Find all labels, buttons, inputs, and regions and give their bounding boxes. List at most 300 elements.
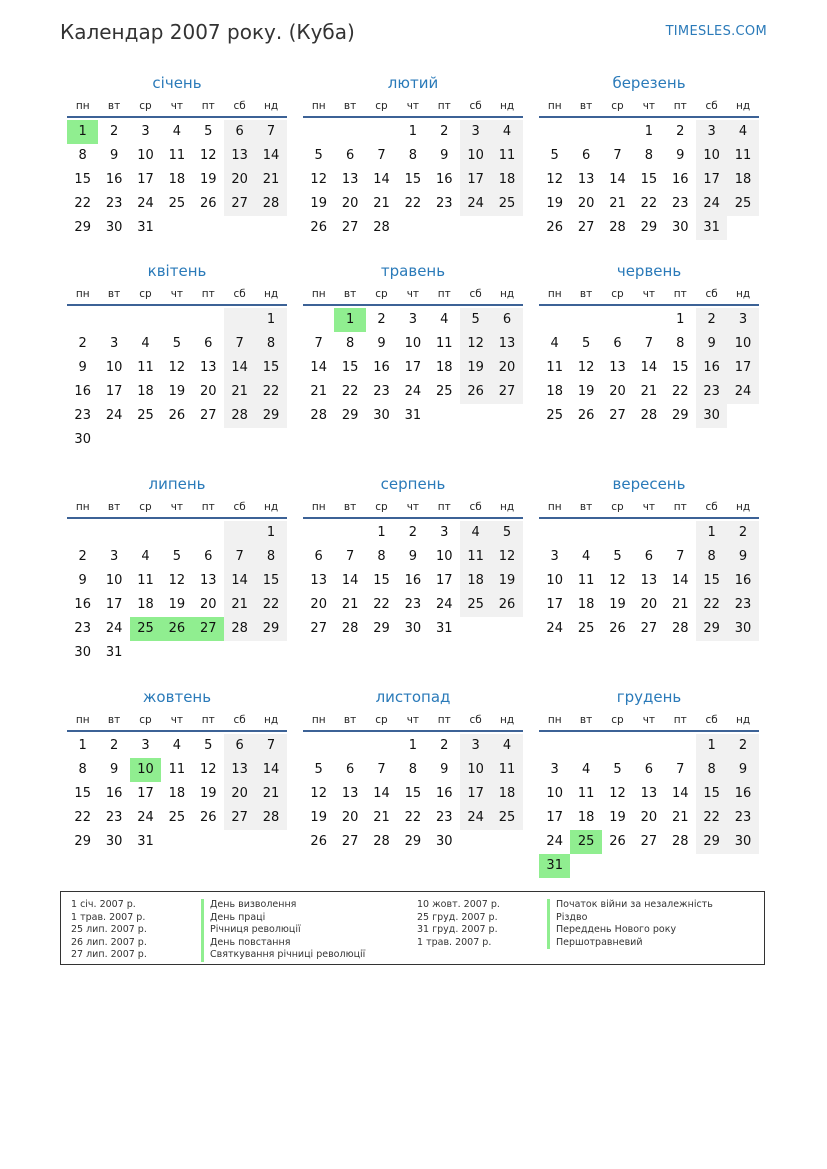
- day-cell[interactable]: 25: [491, 806, 522, 830]
- day-cell[interactable]: 20: [224, 168, 255, 192]
- day-cell[interactable]: 28: [255, 806, 286, 830]
- day-cell[interactable]: 8: [78, 148, 87, 163]
- day-cell[interactable]: 3: [696, 120, 727, 144]
- day-cell[interactable]: 10: [546, 786, 563, 801]
- day-cell[interactable]: 23: [727, 806, 758, 830]
- day-cell[interactable]: 27: [224, 806, 255, 830]
- day-cell[interactable]: 15: [696, 782, 727, 806]
- day-cell[interactable]: 10: [546, 573, 563, 588]
- day-cell[interactable]: 15: [74, 786, 91, 801]
- day-cell[interactable]: 12: [310, 172, 327, 187]
- day-cell[interactable]: 26: [491, 593, 522, 617]
- day-cell[interactable]: 31: [696, 216, 727, 240]
- day-cell[interactable]: 17: [546, 597, 563, 612]
- day-cell[interactable]: 29: [74, 220, 91, 235]
- day-cell[interactable]: 19: [168, 384, 186, 399]
- day-cell[interactable]: 18: [491, 168, 522, 192]
- day-cell[interactable]: 2: [696, 308, 727, 332]
- day-cell[interactable]: 20: [341, 196, 359, 211]
- day-cell[interactable]: 5: [204, 124, 213, 139]
- day-cell[interactable]: 20: [199, 597, 217, 612]
- day-cell[interactable]: 1: [255, 308, 286, 332]
- day-cell[interactable]: 7: [314, 336, 323, 351]
- day-cell[interactable]: 12: [199, 148, 217, 163]
- day-cell[interactable]: 30: [435, 834, 453, 849]
- day-cell[interactable]: 15: [255, 356, 286, 380]
- day-cell[interactable]: 25: [130, 617, 161, 641]
- brand-link[interactable]: TIMESLES.COM: [665, 24, 767, 39]
- day-cell[interactable]: 19: [199, 172, 217, 187]
- day-cell[interactable]: 14: [609, 172, 626, 187]
- day-cell[interactable]: 24: [105, 621, 123, 636]
- day-cell[interactable]: 6: [314, 549, 323, 564]
- day-cell[interactable]: 1: [377, 525, 386, 540]
- day-cell[interactable]: 28: [255, 192, 286, 216]
- day-cell[interactable]: 21: [255, 168, 286, 192]
- day-cell[interactable]: 26: [546, 220, 563, 235]
- day-cell[interactable]: 2: [377, 312, 386, 327]
- day-cell[interactable]: 17: [460, 168, 491, 192]
- day-cell[interactable]: 19: [168, 597, 186, 612]
- day-cell[interactable]: 18: [727, 168, 758, 192]
- day-cell[interactable]: 17: [137, 786, 154, 801]
- day-cell[interactable]: 12: [491, 545, 522, 569]
- day-cell[interactable]: 13: [640, 573, 658, 588]
- day-cell[interactable]: 16: [435, 786, 453, 801]
- day-cell[interactable]: 25: [435, 384, 453, 399]
- day-cell[interactable]: 3: [109, 336, 119, 351]
- day-cell[interactable]: 5: [581, 336, 591, 351]
- day-cell[interactable]: 4: [460, 521, 491, 545]
- day-cell[interactable]: 24: [546, 621, 563, 636]
- day-cell[interactable]: 30: [74, 645, 91, 660]
- day-cell[interactable]: 23: [727, 593, 758, 617]
- day-cell[interactable]: 6: [224, 120, 255, 144]
- day-cell[interactable]: 31: [404, 408, 422, 423]
- day-cell[interactable]: 28: [224, 617, 255, 641]
- day-cell[interactable]: 28: [609, 220, 626, 235]
- day-cell[interactable]: 18: [577, 810, 595, 825]
- day-cell[interactable]: 22: [404, 196, 422, 211]
- day-cell[interactable]: 23: [74, 408, 91, 423]
- day-cell[interactable]: 6: [345, 762, 355, 777]
- day-cell[interactable]: 30: [727, 830, 758, 854]
- day-cell[interactable]: 30: [105, 834, 123, 849]
- day-cell[interactable]: 5: [491, 521, 522, 545]
- day-cell[interactable]: 7: [377, 148, 386, 163]
- day-cell[interactable]: 8: [345, 336, 355, 351]
- day-cell[interactable]: 29: [696, 617, 727, 641]
- day-cell[interactable]: 10: [727, 332, 758, 356]
- day-cell[interactable]: 11: [435, 336, 453, 351]
- day-cell[interactable]: 22: [74, 196, 91, 211]
- day-cell[interactable]: 16: [74, 384, 91, 399]
- day-cell[interactable]: 14: [224, 569, 255, 593]
- day-cell[interactable]: 12: [546, 172, 563, 187]
- day-cell[interactable]: 9: [109, 762, 119, 777]
- day-cell[interactable]: 21: [224, 380, 255, 404]
- day-cell[interactable]: 5: [172, 549, 181, 564]
- day-cell[interactable]: 17: [105, 384, 123, 399]
- day-cell[interactable]: 8: [377, 549, 386, 564]
- day-cell[interactable]: 29: [255, 617, 286, 641]
- day-cell[interactable]: 17: [137, 172, 154, 187]
- day-cell[interactable]: 29: [696, 830, 727, 854]
- day-cell[interactable]: 14: [224, 356, 255, 380]
- day-cell[interactable]: 16: [671, 172, 689, 187]
- day-cell[interactable]: 23: [105, 196, 123, 211]
- day-cell[interactable]: 8: [408, 762, 417, 777]
- day-cell[interactable]: 18: [546, 384, 563, 399]
- day-cell[interactable]: 1: [255, 521, 286, 545]
- day-cell[interactable]: 25: [168, 196, 186, 211]
- day-cell[interactable]: 11: [577, 573, 595, 588]
- day-cell[interactable]: 26: [609, 834, 626, 849]
- day-cell[interactable]: 16: [74, 597, 91, 612]
- day-cell[interactable]: 27: [640, 621, 658, 636]
- day-cell[interactable]: 24: [727, 380, 758, 404]
- day-cell[interactable]: 21: [671, 597, 689, 612]
- day-cell[interactable]: 16: [404, 573, 422, 588]
- day-cell[interactable]: 29: [404, 834, 422, 849]
- day-cell[interactable]: 13: [224, 144, 255, 168]
- day-cell[interactable]: 19: [310, 810, 327, 825]
- day-cell[interactable]: 3: [550, 762, 559, 777]
- day-cell[interactable]: 1: [696, 734, 727, 758]
- day-cell[interactable]: 22: [74, 810, 91, 825]
- day-cell[interactable]: 6: [224, 734, 255, 758]
- day-cell[interactable]: 4: [141, 336, 150, 351]
- day-cell[interactable]: 21: [310, 384, 327, 399]
- day-cell[interactable]: 24: [460, 192, 491, 216]
- day-cell[interactable]: 1: [676, 312, 685, 327]
- day-cell[interactable]: 17: [546, 810, 563, 825]
- day-cell[interactable]: 27: [341, 220, 359, 235]
- day-cell[interactable]: 10: [137, 148, 154, 163]
- day-cell[interactable]: 26: [609, 621, 626, 636]
- day-cell[interactable]: 3: [460, 120, 491, 144]
- day-cell[interactable]: 27: [310, 621, 327, 636]
- day-cell[interactable]: 15: [640, 172, 658, 187]
- day-cell[interactable]: 9: [78, 360, 87, 375]
- day-cell[interactable]: 20: [199, 384, 217, 399]
- day-cell[interactable]: 19: [609, 810, 626, 825]
- day-cell[interactable]: 25: [727, 192, 758, 216]
- day-cell[interactable]: 5: [204, 738, 213, 753]
- day-cell[interactable]: 12: [310, 786, 327, 801]
- day-cell[interactable]: 18: [491, 782, 522, 806]
- day-cell[interactable]: 14: [255, 144, 286, 168]
- day-cell[interactable]: 4: [581, 762, 591, 777]
- day-cell[interactable]: 25: [491, 192, 522, 216]
- day-cell[interactable]: 9: [440, 148, 449, 163]
- day-cell[interactable]: 24: [546, 834, 563, 849]
- day-cell[interactable]: 9: [727, 758, 758, 782]
- day-cell[interactable]: 8: [644, 148, 653, 163]
- day-cell[interactable]: 8: [78, 762, 87, 777]
- day-cell[interactable]: 22: [341, 384, 359, 399]
- day-cell[interactable]: 26: [310, 220, 327, 235]
- day-cell[interactable]: 2: [78, 549, 87, 564]
- day-cell[interactable]: 28: [310, 408, 327, 423]
- day-cell[interactable]: 17: [727, 356, 758, 380]
- day-cell[interactable]: 8: [696, 758, 727, 782]
- day-cell[interactable]: 7: [255, 120, 286, 144]
- day-cell[interactable]: 27: [609, 408, 626, 423]
- day-cell[interactable]: 19: [310, 196, 327, 211]
- day-cell[interactable]: 2: [408, 525, 417, 540]
- day-cell[interactable]: 21: [640, 384, 658, 399]
- day-cell[interactable]: 14: [373, 172, 390, 187]
- day-cell[interactable]: 23: [435, 810, 453, 825]
- day-cell[interactable]: 24: [460, 806, 491, 830]
- day-cell[interactable]: 10: [460, 144, 491, 168]
- day-cell[interactable]: 13: [609, 360, 626, 375]
- day-cell[interactable]: 9: [78, 573, 87, 588]
- day-cell[interactable]: 18: [435, 360, 453, 375]
- day-cell[interactable]: 5: [172, 336, 181, 351]
- day-cell[interactable]: 6: [581, 148, 591, 163]
- day-cell[interactable]: 25: [570, 830, 601, 854]
- day-cell[interactable]: 16: [727, 569, 758, 593]
- day-cell[interactable]: 28: [640, 408, 658, 423]
- day-cell[interactable]: 25: [137, 408, 154, 423]
- day-cell[interactable]: 15: [696, 569, 727, 593]
- day-cell[interactable]: 2: [109, 738, 119, 753]
- day-cell[interactable]: 13: [491, 332, 522, 356]
- day-cell[interactable]: 21: [255, 782, 286, 806]
- day-cell[interactable]: 4: [727, 120, 758, 144]
- day-cell[interactable]: 21: [341, 597, 359, 612]
- day-cell[interactable]: 3: [141, 738, 150, 753]
- day-cell[interactable]: 7: [377, 762, 386, 777]
- day-cell[interactable]: 31: [539, 854, 570, 878]
- day-cell[interactable]: 27: [640, 834, 658, 849]
- day-cell[interactable]: 2: [727, 521, 758, 545]
- day-cell[interactable]: 19: [577, 384, 595, 399]
- day-cell[interactable]: 1: [408, 738, 417, 753]
- day-cell[interactable]: 21: [671, 810, 689, 825]
- day-cell[interactable]: 4: [172, 738, 181, 753]
- day-cell[interactable]: 13: [577, 172, 595, 187]
- day-cell[interactable]: 15: [341, 360, 359, 375]
- day-cell[interactable]: 3: [460, 734, 491, 758]
- day-cell[interactable]: 27: [341, 834, 359, 849]
- day-cell[interactable]: 8: [676, 336, 685, 351]
- day-cell[interactable]: 23: [373, 384, 390, 399]
- day-cell[interactable]: 7: [613, 148, 622, 163]
- day-cell[interactable]: 1: [696, 521, 727, 545]
- day-cell[interactable]: 26: [199, 196, 217, 211]
- day-cell[interactable]: 28: [373, 220, 390, 235]
- day-cell[interactable]: 18: [137, 384, 154, 399]
- day-cell[interactable]: 11: [460, 545, 491, 569]
- day-cell[interactable]: 6: [491, 308, 522, 332]
- day-cell[interactable]: 2: [109, 124, 119, 139]
- day-cell[interactable]: 15: [373, 573, 390, 588]
- day-cell[interactable]: 1: [334, 308, 365, 332]
- day-cell[interactable]: 7: [345, 549, 355, 564]
- day-cell[interactable]: 30: [727, 617, 758, 641]
- day-cell[interactable]: 14: [373, 786, 390, 801]
- day-cell[interactable]: 24: [404, 384, 422, 399]
- day-cell[interactable]: 1: [78, 738, 87, 753]
- day-cell[interactable]: 16: [727, 782, 758, 806]
- day-cell[interactable]: 14: [640, 360, 658, 375]
- day-cell[interactable]: 7: [644, 336, 653, 351]
- day-cell[interactable]: 13: [199, 360, 217, 375]
- day-cell[interactable]: 4: [491, 120, 522, 144]
- day-cell[interactable]: 11: [491, 144, 522, 168]
- day-cell[interactable]: 2: [727, 734, 758, 758]
- day-cell[interactable]: 7: [224, 545, 255, 569]
- day-cell[interactable]: 16: [105, 786, 123, 801]
- day-cell[interactable]: 27: [224, 192, 255, 216]
- day-cell[interactable]: 10: [696, 144, 727, 168]
- day-cell[interactable]: 3: [727, 308, 758, 332]
- day-cell[interactable]: 24: [696, 192, 727, 216]
- day-cell[interactable]: 9: [408, 549, 417, 564]
- day-cell[interactable]: 18: [168, 786, 186, 801]
- day-cell[interactable]: 23: [696, 380, 727, 404]
- day-cell[interactable]: 6: [644, 549, 653, 564]
- day-cell[interactable]: 16: [435, 172, 453, 187]
- day-cell[interactable]: 22: [671, 384, 689, 399]
- day-cell[interactable]: 13: [341, 172, 359, 187]
- day-cell[interactable]: 23: [435, 196, 453, 211]
- day-cell[interactable]: 19: [491, 569, 522, 593]
- day-cell[interactable]: 12: [199, 762, 217, 777]
- day-cell[interactable]: 31: [105, 645, 123, 660]
- day-cell[interactable]: 9: [676, 148, 685, 163]
- day-cell[interactable]: 9: [696, 332, 727, 356]
- day-cell[interactable]: 17: [460, 782, 491, 806]
- day-cell[interactable]: 20: [491, 356, 522, 380]
- day-cell[interactable]: 18: [137, 597, 154, 612]
- day-cell[interactable]: 14: [341, 573, 359, 588]
- day-cell[interactable]: 26: [577, 408, 595, 423]
- day-cell[interactable]: 27: [193, 617, 224, 641]
- day-cell[interactable]: 15: [74, 172, 91, 187]
- day-cell[interactable]: 4: [141, 549, 150, 564]
- day-cell[interactable]: 3: [408, 312, 417, 327]
- day-cell[interactable]: 22: [255, 593, 286, 617]
- day-cell[interactable]: 20: [224, 782, 255, 806]
- day-cell[interactable]: 6: [204, 336, 213, 351]
- day-cell[interactable]: 15: [671, 360, 689, 375]
- day-cell[interactable]: 14: [255, 758, 286, 782]
- day-cell[interactable]: 16: [696, 356, 727, 380]
- day-cell[interactable]: 13: [310, 573, 327, 588]
- day-cell[interactable]: 8: [696, 545, 727, 569]
- day-cell[interactable]: 24: [137, 810, 154, 825]
- day-cell[interactable]: 1: [67, 120, 98, 144]
- day-cell[interactable]: 17: [696, 168, 727, 192]
- day-cell[interactable]: 28: [671, 834, 689, 849]
- day-cell[interactable]: 9: [377, 336, 386, 351]
- day-cell[interactable]: 6: [345, 148, 355, 163]
- day-cell[interactable]: 25: [577, 621, 595, 636]
- day-cell[interactable]: 10: [105, 573, 123, 588]
- day-cell[interactable]: 3: [440, 525, 449, 540]
- day-cell[interactable]: 17: [435, 573, 453, 588]
- day-cell[interactable]: 6: [644, 762, 653, 777]
- day-cell[interactable]: 2: [78, 336, 87, 351]
- day-cell[interactable]: 7: [676, 762, 685, 777]
- day-cell[interactable]: 28: [373, 834, 390, 849]
- day-cell[interactable]: 11: [168, 762, 186, 777]
- day-cell[interactable]: 17: [404, 360, 422, 375]
- day-cell[interactable]: 18: [168, 172, 186, 187]
- day-cell[interactable]: 26: [168, 408, 186, 423]
- day-cell[interactable]: 12: [609, 573, 626, 588]
- day-cell[interactable]: 5: [550, 148, 559, 163]
- day-cell[interactable]: 21: [373, 810, 390, 825]
- day-cell[interactable]: 2: [440, 738, 449, 753]
- day-cell[interactable]: 17: [105, 597, 123, 612]
- day-cell[interactable]: 19: [609, 597, 626, 612]
- day-cell[interactable]: 14: [671, 786, 689, 801]
- day-cell[interactable]: 12: [609, 786, 626, 801]
- day-cell[interactable]: 7: [224, 332, 255, 356]
- day-cell[interactable]: 19: [460, 356, 491, 380]
- day-cell[interactable]: 28: [341, 621, 359, 636]
- day-cell[interactable]: 3: [109, 549, 119, 564]
- day-cell[interactable]: 4: [550, 336, 559, 351]
- day-cell[interactable]: 3: [141, 124, 150, 139]
- day-cell[interactable]: 24: [435, 597, 453, 612]
- day-cell[interactable]: 14: [671, 573, 689, 588]
- day-cell[interactable]: 10: [435, 549, 453, 564]
- day-cell[interactable]: 22: [255, 380, 286, 404]
- day-cell[interactable]: 15: [255, 569, 286, 593]
- day-cell[interactable]: 10: [105, 360, 123, 375]
- day-cell[interactable]: 5: [613, 762, 622, 777]
- day-cell[interactable]: 9: [440, 762, 449, 777]
- day-cell[interactable]: 21: [224, 593, 255, 617]
- day-cell[interactable]: 29: [341, 408, 359, 423]
- day-cell[interactable]: 4: [581, 549, 591, 564]
- day-cell[interactable]: 26: [310, 834, 327, 849]
- day-cell[interactable]: 12: [168, 360, 186, 375]
- day-cell[interactable]: 12: [577, 360, 595, 375]
- day-cell[interactable]: 9: [109, 148, 119, 163]
- day-cell[interactable]: 23: [671, 196, 689, 211]
- day-cell[interactable]: 19: [546, 196, 563, 211]
- day-cell[interactable]: 10: [404, 336, 422, 351]
- day-cell[interactable]: 26: [460, 380, 491, 404]
- day-cell[interactable]: 30: [105, 220, 123, 235]
- day-cell[interactable]: 27: [199, 408, 217, 423]
- day-cell[interactable]: 7: [255, 734, 286, 758]
- day-cell[interactable]: 21: [373, 196, 390, 211]
- day-cell[interactable]: 24: [105, 408, 123, 423]
- day-cell[interactable]: 18: [577, 597, 595, 612]
- day-cell[interactable]: 4: [491, 734, 522, 758]
- day-cell[interactable]: 16: [373, 360, 390, 375]
- day-cell[interactable]: 11: [168, 148, 186, 163]
- day-cell[interactable]: 22: [373, 597, 390, 612]
- day-cell[interactable]: 8: [408, 148, 417, 163]
- day-cell[interactable]: 30: [373, 408, 390, 423]
- day-cell[interactable]: 29: [74, 834, 91, 849]
- day-cell[interactable]: 13: [341, 786, 359, 801]
- day-cell[interactable]: 27: [577, 220, 595, 235]
- day-cell[interactable]: 13: [640, 786, 658, 801]
- day-cell[interactable]: 24: [137, 196, 154, 211]
- day-cell[interactable]: 29: [255, 404, 286, 428]
- day-cell[interactable]: 13: [224, 758, 255, 782]
